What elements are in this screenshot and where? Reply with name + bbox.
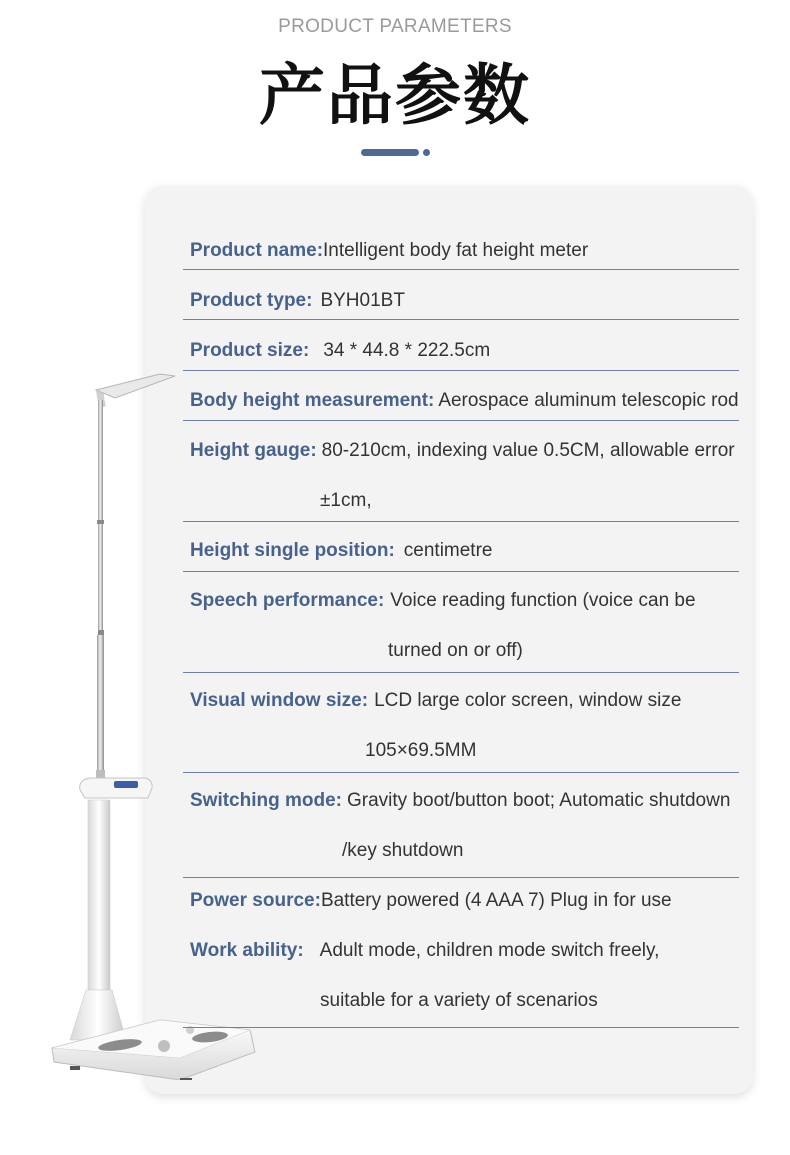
param-label: Work ability: — [190, 940, 304, 961]
param-value-continued: turned on or off) — [388, 640, 523, 661]
param-value: centimetre — [403, 540, 493, 561]
param-label: Power source: — [190, 890, 321, 911]
param-value: 34 * 44.8 * 222.5cm — [323, 340, 491, 361]
param-value: Battery powered (4 AAA 7) Plug in for use — [320, 890, 672, 911]
param-label: Switching mode: — [190, 790, 342, 811]
page-title: 产品参数 — [259, 58, 531, 132]
param-row-body-height-measurement — [183, 376, 739, 421]
param-row-product-type — [183, 276, 739, 320]
param-row-height-gauge — [183, 426, 739, 522]
param-value: BYH01BT — [320, 290, 405, 311]
param-label: Height single position: — [190, 540, 395, 561]
param-value-continued: ±1cm, — [320, 490, 372, 511]
param-label: Product type: — [190, 290, 313, 311]
param-value: Adult mode, children mode switch freely, — [319, 940, 660, 961]
param-value: Gravity boot/button boot; Automatic shutdown — [347, 790, 731, 811]
param-value: LCD large color screen, window size — [374, 690, 682, 711]
param-label: Speech performance: — [190, 590, 385, 611]
param-row-product-name — [183, 226, 739, 270]
param-value: Aerospace aluminum telescopic rod — [438, 390, 739, 411]
param-value: Voice reading function (voice can be — [390, 590, 696, 611]
title-underline-dot — [423, 149, 430, 156]
param-label: Product name: — [190, 240, 324, 261]
param-row-work-ability — [183, 926, 739, 1028]
param-row-switching-mode — [183, 776, 739, 878]
param-value: 80-210cm, indexing value 0.5CM, allowable error — [321, 440, 735, 461]
param-label: Body height measurement: — [190, 390, 435, 411]
param-value-continued: 105×69.5MM — [365, 740, 477, 761]
param-label: Product size: — [190, 340, 310, 361]
title-underline — [361, 149, 419, 156]
param-label: Visual window size: — [190, 690, 369, 711]
section-kicker: PRODUCT PARAMETERS — [278, 16, 512, 37]
param-row-height-single-position — [183, 526, 739, 572]
param-row-visual-window-size — [183, 676, 739, 773]
param-row-product-size — [183, 326, 739, 371]
param-value-continued: /key shutdown — [342, 840, 464, 861]
param-label: Height gauge: — [190, 440, 317, 461]
param-row-speech-performance — [183, 576, 739, 673]
param-value: Intelligent body fat height meter — [323, 240, 589, 261]
param-value-continued: suitable for a variety of scenarios — [320, 990, 598, 1011]
